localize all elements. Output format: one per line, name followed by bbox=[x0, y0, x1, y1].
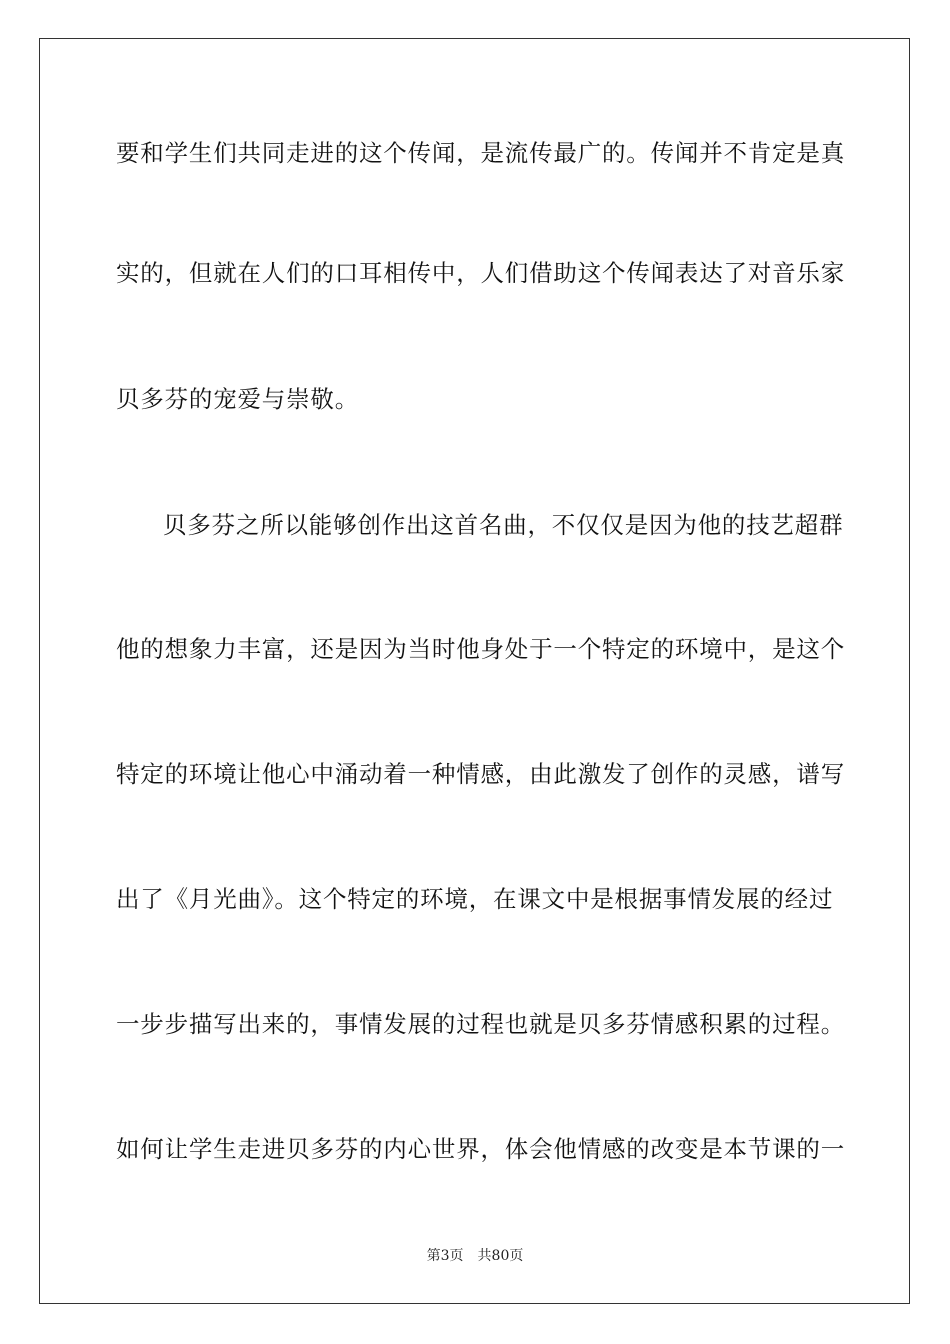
page-number: 第3页 bbox=[426, 1248, 464, 1264]
text-line: 出了《月光曲》。这个特定的环境，在课文中是根据事情发展的经过 bbox=[116, 885, 834, 913]
page-total: 共80页 bbox=[477, 1248, 524, 1264]
text-line: 实的，但就在人们的口耳相传中，人们借助这个传闻表达了对音乐家 bbox=[116, 259, 845, 287]
text-line: 要和学生们共同走进的这个传闻，是流传最广的。传闻并不肯定是真 bbox=[116, 139, 845, 167]
text-line: 如何让学生走进贝多芬的内心世界，体会他情感的改变是本节课的一 bbox=[116, 1135, 845, 1163]
text-line: 他的想象力丰富，还是因为当时他身处于一个特定的环境中，是这个 bbox=[116, 635, 845, 663]
paragraph-first-line: 贝多芬之所以能够创作出这首名曲，不仅仅是因为他的技艺超群 bbox=[163, 511, 844, 539]
text-line: 一步步描写出来的，事情发展的过程也就是贝多芬情感积累的过程。 bbox=[116, 1010, 845, 1038]
page-footer bbox=[0, 1246, 950, 1266]
page-border bbox=[39, 38, 910, 1304]
text-line: 特定的环境让他心中涌动着一种情感，由此激发了创作的灵感，谱写 bbox=[116, 760, 845, 788]
text-line: 贝多芬的宠爱与崇敬。 bbox=[116, 385, 359, 413]
